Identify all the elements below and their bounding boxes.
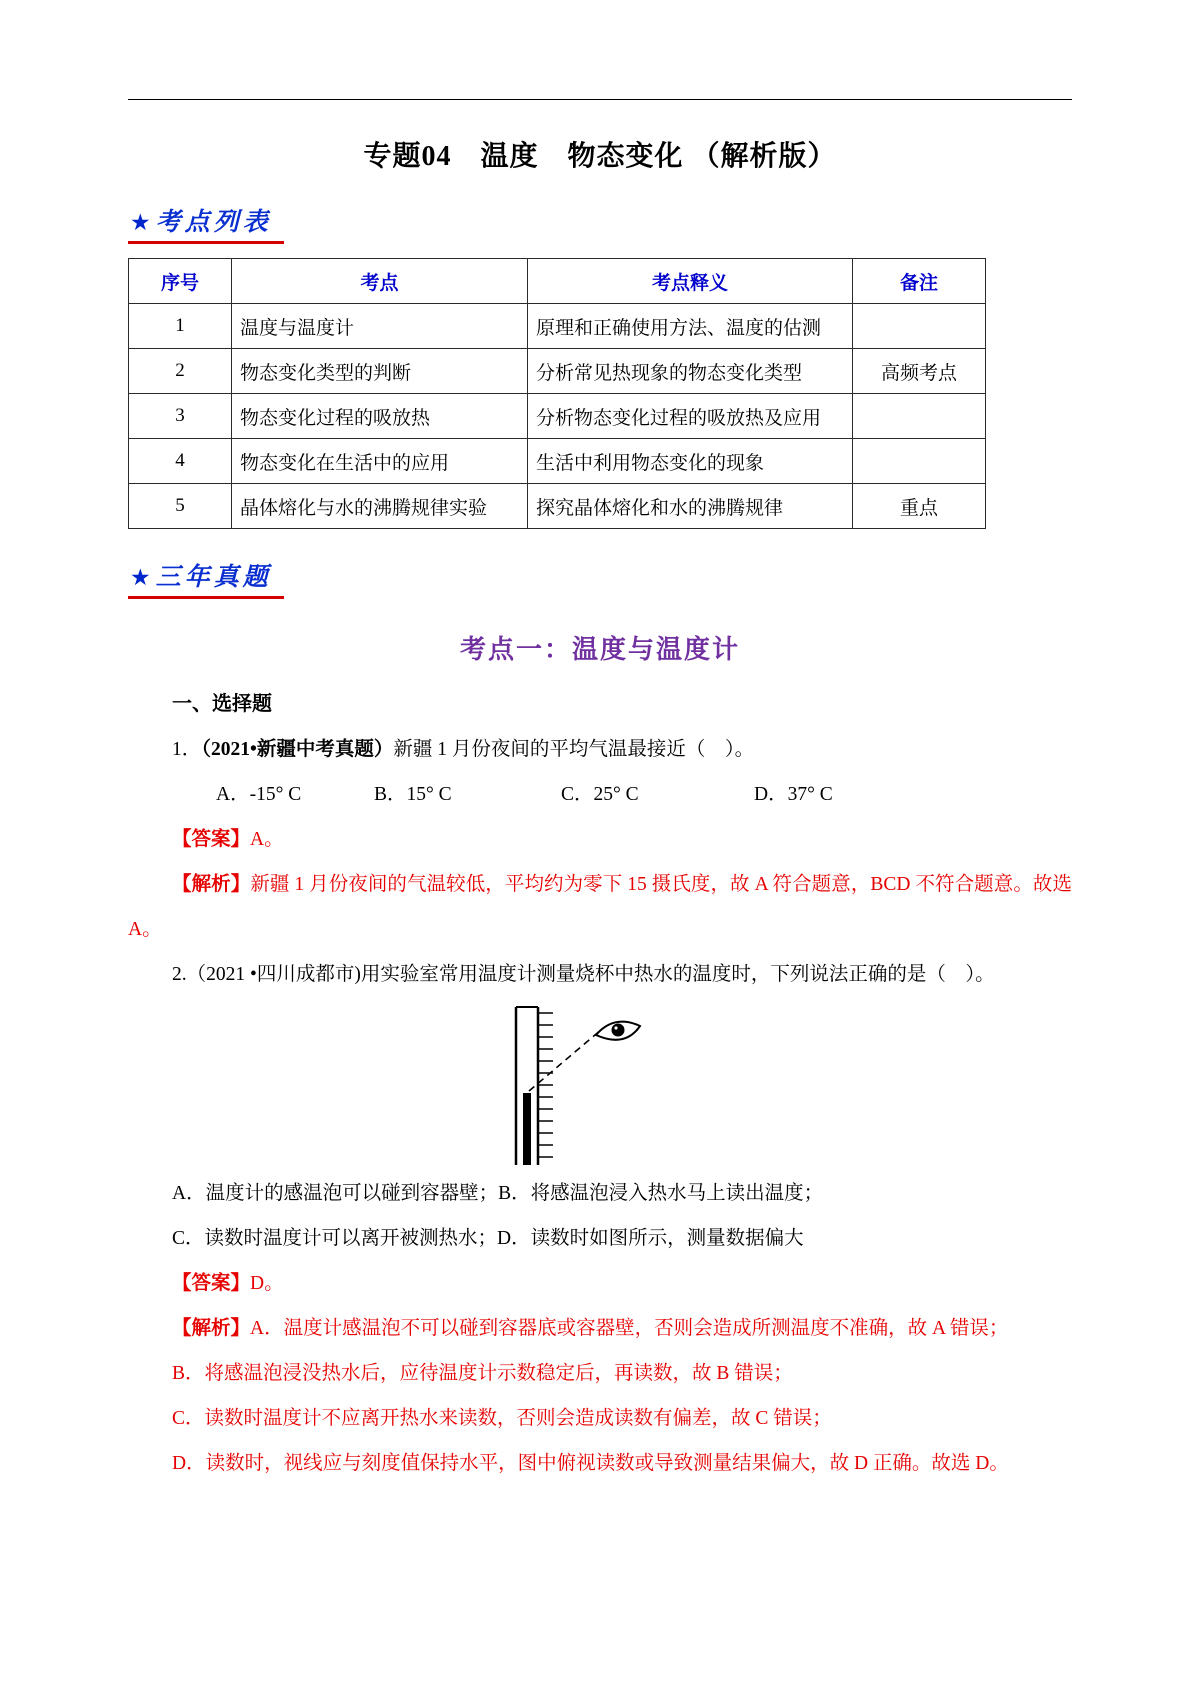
option-d: D．37° C bbox=[754, 784, 833, 805]
analysis-2-line-a bbox=[128, 1306, 1072, 1351]
star-icon: ★ bbox=[130, 565, 151, 590]
table-cell-point: 温度与温度计 bbox=[232, 304, 528, 349]
answer-label: 【答案】 bbox=[172, 1273, 251, 1294]
section-past-papers bbox=[128, 557, 1072, 599]
table-cell-point: 物态变化过程的吸放热 bbox=[232, 394, 528, 439]
option-a: A．-15° C bbox=[216, 784, 302, 805]
analysis-2-line-b: B．将感温泡浸没热水后，应待温度计示数稳定后，再读数，故 B 错误； bbox=[172, 1363, 793, 1384]
table-cell-index: 3 bbox=[129, 394, 232, 439]
table-cell-index: 2 bbox=[129, 349, 232, 394]
question-1-options bbox=[128, 772, 1072, 817]
question-2-stem: 2.（2021 •四川成都市)用实验室常用温度计测量烧杯中热水的温度时，下列说法正确的是（ ）。 bbox=[172, 964, 995, 985]
table-cell-note bbox=[853, 439, 986, 484]
col-header-note: 备注 bbox=[853, 259, 986, 304]
question-2-options-ab: A．温度计的感温泡可以碰到容器壁；B．将感温泡浸入热水马上读出温度； bbox=[172, 1183, 824, 1204]
question-2-options-cd: C．读数时温度计可以离开被测热水；D．读数时如图所示，测量数据偏大 bbox=[172, 1228, 804, 1249]
table-cell-point: 物态变化类型的判断 bbox=[232, 349, 528, 394]
table-cell-note bbox=[853, 304, 986, 349]
question-1-text: 新疆 1 月份夜间的平均气温最接近（ ）。 bbox=[393, 739, 755, 760]
analysis-text: A．温度计感温泡不可以碰到容器底或容器壁，否则会造成所测温度不准确，故 A 错误； bbox=[250, 1318, 1009, 1339]
analysis-2-line-d: D．读数时，视线应与刻度值保持水平，图中俯视读数或导致测量结果偏大，故 D 正确。故选 D。 bbox=[172, 1453, 1009, 1474]
table-row bbox=[129, 394, 986, 439]
answer-label: 【答案】 bbox=[172, 829, 251, 850]
table-row bbox=[129, 484, 986, 529]
option-b: B．15° C bbox=[374, 784, 452, 805]
analysis-label: 【解析】 bbox=[172, 874, 251, 895]
analysis-label: 【解析】 bbox=[172, 1318, 251, 1339]
table-cell-index: 5 bbox=[129, 484, 232, 529]
answer-2 bbox=[128, 1261, 1072, 1306]
analysis-1 bbox=[128, 862, 1072, 952]
thermometer-icon bbox=[516, 1007, 553, 1165]
scale-ticks bbox=[538, 1013, 553, 1157]
past-papers-label-text: 三年真题 bbox=[155, 564, 272, 591]
mercury-column bbox=[523, 1093, 531, 1165]
table-cell-explain: 分析常见热现象的物态变化类型 bbox=[528, 349, 853, 394]
table-cell-explain: 生活中利用物态变化的现象 bbox=[528, 439, 853, 484]
table-cell-explain: 原理和正确使用方法、温度的估测 bbox=[528, 304, 853, 349]
table-row bbox=[129, 349, 986, 394]
exam-points-label-text: 考点列表 bbox=[155, 209, 272, 236]
section-past-papers-label bbox=[128, 557, 284, 599]
table-cell-note: 重点 bbox=[853, 484, 986, 529]
page-title: 专题04 温度 物态变化 （解析版） bbox=[363, 141, 837, 172]
col-header-index: 序号 bbox=[129, 259, 232, 304]
exam-points-table bbox=[128, 258, 986, 529]
analysis-text: 新疆 1 月份夜间的气温较低，平均约为零下 15 摄氏度，故 A 符合题意，BCD 不符合题意。故选 A。 bbox=[128, 874, 1072, 940]
star-icon: ★ bbox=[130, 210, 151, 235]
table-cell-note bbox=[853, 394, 986, 439]
question-2-figure bbox=[100, 1005, 1044, 1167]
answer-value: D。 bbox=[250, 1273, 284, 1294]
analysis-2-line-c: C．读数时温度计不应离开热水来读数，否则会造成读数有偏差，故 C 错误； bbox=[172, 1408, 832, 1429]
answer-1 bbox=[128, 817, 1072, 862]
sight-line bbox=[529, 1029, 602, 1091]
part-heading: 一、选择题 bbox=[172, 693, 272, 715]
question-1-source: （2021•新疆中考真题） bbox=[201, 739, 394, 760]
answer-value: A。 bbox=[250, 829, 284, 850]
table-row bbox=[129, 304, 986, 349]
option-c: C．25° C bbox=[561, 784, 639, 805]
section-exam-points-label bbox=[128, 202, 284, 244]
questions-block bbox=[128, 682, 1072, 1486]
col-header-explain: 考点释义 bbox=[528, 259, 853, 304]
header-rule bbox=[128, 99, 1072, 100]
table-header-row bbox=[129, 259, 986, 304]
table-row bbox=[129, 439, 986, 484]
question-1-number: 1． bbox=[172, 739, 202, 760]
table-cell-index: 1 bbox=[129, 304, 232, 349]
table-cell-explain: 分析物态变化过程的吸放热及应用 bbox=[528, 394, 853, 439]
section-exam-points bbox=[128, 202, 1072, 244]
question-1-stem bbox=[128, 727, 1072, 772]
thermometer-diagram bbox=[482, 1005, 662, 1167]
table-cell-note: 高频考点 bbox=[853, 349, 986, 394]
topic-heading: 考点一：温度与温度计 bbox=[459, 634, 740, 664]
col-header-point: 考点 bbox=[232, 259, 528, 304]
table-cell-point: 物态变化在生活中的应用 bbox=[232, 439, 528, 484]
table-cell-index: 4 bbox=[129, 439, 232, 484]
eye-icon bbox=[596, 1022, 640, 1040]
table-cell-point: 晶体熔化与水的沸腾规律实验 bbox=[232, 484, 528, 529]
table-cell-explain: 探究晶体熔化和水的沸腾规律 bbox=[528, 484, 853, 529]
